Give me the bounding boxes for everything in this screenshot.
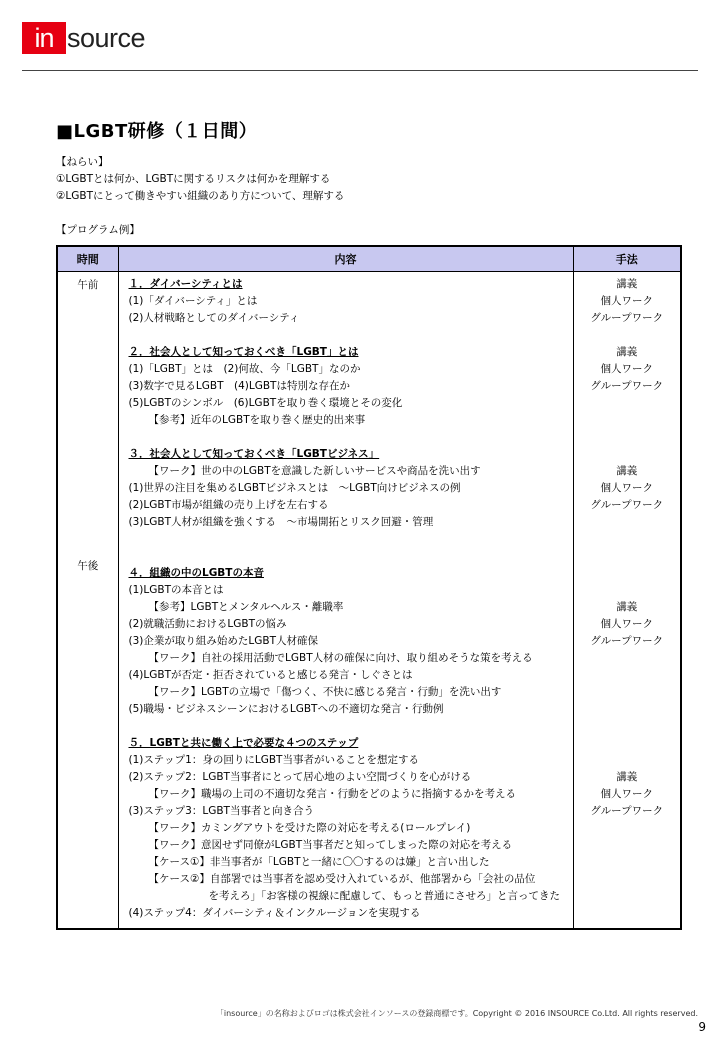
section-4 [129, 565, 573, 718]
section-2 [129, 344, 573, 429]
program-table [56, 245, 682, 930]
list-item: (5)LGBTのシンボル (6)LGBTを取り巻く環境とその変化 [128, 397, 403, 409]
insource-logo [22, 22, 145, 54]
list-item: (3)数字で見るLGBT (4)LGBTは特別な存在か [128, 380, 350, 392]
list-item: 【参考】LGBTとメンタルヘルス・離職率 [148, 601, 344, 613]
section-5 [129, 735, 573, 922]
list-item: (2)就職活動におけるLGBTの悩み [128, 618, 287, 630]
method-item: グループワーク [590, 499, 664, 511]
program-label: 【プログラム例】 [56, 224, 140, 236]
list-item: (2)人材戦略としてのダイバーシティ [128, 312, 300, 324]
method-item: 個人ワーク [600, 618, 653, 630]
aim-block [56, 154, 344, 205]
method-item: 講義 [616, 346, 638, 358]
logo-text: source [67, 23, 146, 53]
list-item: (2)LGBT市場が組織の売り上げを左右する [128, 499, 329, 511]
list-item: 【ワーク】カミングアウトを受けた際の対応を考える(ロールプレイ) [148, 822, 471, 834]
list-item: (1)「ダイバーシティ」とは [128, 295, 258, 307]
method-block-4 [574, 599, 681, 650]
method-item: 個人ワーク [600, 788, 653, 800]
header-content: 内容 [118, 246, 573, 272]
method-block-1 [574, 276, 681, 327]
method-block-5 [574, 769, 681, 820]
list-item: 【ワーク】自社の採用活動でLGBT人材の確保に向け、取り組めそうな策を考える [148, 652, 533, 664]
list-item: 【ケース①】非当事者が「LGBTと一緒に〇〇するのは嫌」と言い出した [148, 856, 490, 868]
method-item: 講義 [616, 465, 638, 477]
list-item: (4)ステップ4：ダイバーシティ＆インクルージョンを実現する [128, 907, 421, 919]
method-item: 個人ワーク [600, 295, 653, 307]
list-item: 【ワーク】職場の上司の不適切な発言・行動をどのように指摘するかを考える [148, 788, 516, 800]
section-title: ５．LGBTと共に働く上で必要な４つのステップ [128, 737, 359, 749]
time-cell [57, 272, 118, 930]
list-item: (2)ステップ2：LGBT当事者にとって居心地のよい空間づくりを心がける [128, 771, 472, 783]
method-item: 講義 [616, 601, 638, 613]
header-divider [22, 70, 698, 71]
list-item: 【ワーク】世の中のLGBTを意識した新しいサービスや商品を洗い出す [148, 465, 481, 477]
list-item: (5)職場・ビジネスシーンにおけるLGBTへの不適切な発言・行動例 [128, 703, 444, 715]
list-item: 【ワーク】意図せず同僚がLGBT当事者だと知ってしまった際の対応を考える [148, 839, 513, 851]
table-header-row [57, 246, 681, 272]
time-am: 午前 [77, 279, 99, 291]
list-item: (3)ステップ3：LGBT当事者と向き合う [128, 805, 314, 817]
method-item: 個人ワーク [600, 363, 653, 375]
page-number: 9 [698, 1020, 706, 1034]
list-item: (1)LGBTの本音とは [128, 584, 224, 596]
logo-mark: in [22, 22, 66, 54]
header-method: 手法 [573, 246, 681, 272]
list-item: (1)世界の注目を集めるLGBTビジネスとは ～LGBT向けビジネスの例 [128, 482, 461, 494]
aim-line-1: ①LGBTとは何か、LGBTに関するリスクは何かを理解する [56, 173, 331, 185]
list-item: 【ケース②】自部署では当事者を認め受け入れているが、他部署から「会社の品位 [148, 873, 536, 885]
section-title: ２．社会人として知っておくべき「LGBT」とは [128, 346, 359, 358]
list-item: (3)LGBT人材が組織を強くする ～市場開拓とリスク回避・管理 [128, 516, 434, 528]
content-cell [118, 272, 573, 930]
section-1 [129, 276, 573, 327]
aim-line-2: ②LGBTにとって働きやすい組織のあり方について、理解する [56, 190, 345, 202]
header-time: 時間 [57, 246, 118, 272]
list-item: (3)企業が取り組み始めたLGBT人材確保 [128, 635, 318, 647]
list-item: を考えろ」「お客様の視線に配慮して、もっと普通にさせろ」と言ってきた [208, 890, 561, 902]
list-item: (1)ステップ1：身の回りにLGBT当事者がいることを想定する [128, 754, 419, 766]
page-title: ■LGBT研修（１日間） [56, 121, 258, 142]
section-3 [129, 446, 573, 531]
method-item: グループワーク [590, 635, 664, 647]
method-cell [573, 272, 681, 930]
method-item: グループワーク [590, 805, 664, 817]
footer-copyright: 「insource」の名称およびロゴは株式会社インソースの登録商標です。Copyright © 2016 INSOURCE Co.Ltd. All rights reserved. [215, 1009, 698, 1018]
method-item: グループワーク [590, 312, 664, 324]
method-item: 講義 [616, 278, 638, 290]
method-block-2 [574, 344, 681, 395]
section-title: １．ダイバーシティとは [128, 278, 243, 290]
aim-label: 【ねらい】 [56, 156, 109, 168]
method-item: グループワーク [590, 380, 664, 392]
list-item: (1)「LGBT」とは (2)何故、今「LGBT」なのか [128, 363, 361, 375]
list-item: (4)LGBTが否定・拒否されていると感じる発言・しぐさとは [128, 669, 413, 681]
time-pm: 午後 [77, 560, 99, 572]
method-block-3 [574, 463, 681, 514]
section-title: ３．社会人として知っておくべき「LGBTビジネス」 [128, 448, 380, 460]
section-title: ４．組織の中のLGBTの本音 [128, 567, 264, 579]
method-item: 講義 [616, 771, 638, 783]
table-row [57, 272, 681, 930]
method-item: 個人ワーク [600, 482, 653, 494]
list-item: 【参考】近年のLGBTを取り巻く歴史的出来事 [148, 414, 366, 426]
list-item: 【ワーク】LGBTの立場で「傷つく、不快に感じる発言・行動」を洗い出す [148, 686, 502, 698]
